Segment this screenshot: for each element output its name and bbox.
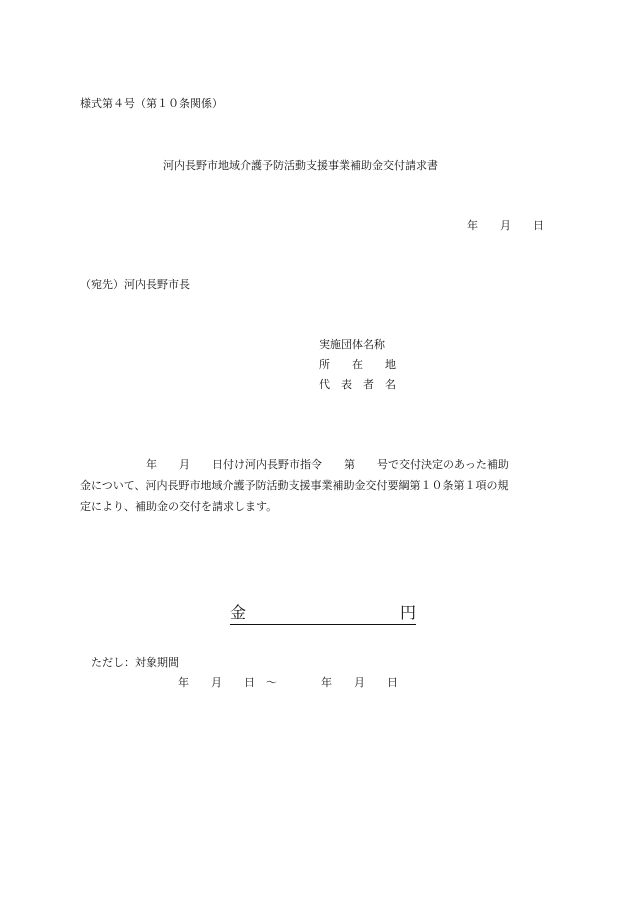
address-label: 所 在 地 — [319, 358, 396, 371]
target-period-label: ただし：対象期間 — [91, 656, 179, 669]
form-number: 様式第４号（第１０条関係） — [80, 97, 223, 110]
amount-field — [230, 605, 416, 625]
request-body — [80, 459, 555, 522]
body-line: 定により、補助金の交付を請求します。 — [80, 500, 278, 513]
applicant-block — [319, 339, 396, 399]
amount-currency: 円 — [399, 603, 416, 622]
submission-date: 年 月 日 — [467, 219, 544, 232]
amount-prefix: 金 — [230, 603, 247, 622]
body-line: 金について、河内長野市地域介護予防活動支援事業補助金交付要綱第１０条第１項の規 — [80, 479, 509, 492]
document-title: 河内長野市地域介護予防活動支援事業補助金交付請求書 — [163, 159, 438, 172]
addressee: （宛先）河内長野市長 — [80, 278, 190, 291]
representative-name-label: 代 表 者 名 — [319, 378, 396, 391]
target-period-dates: 年 月 日 ～ 年 月 日 — [178, 676, 398, 689]
organization-name-label: 実施団体名称 — [319, 338, 385, 351]
body-line: 年 月 日付け河内長野市指令 第 号で交付決定のあった補助 — [80, 458, 509, 471]
